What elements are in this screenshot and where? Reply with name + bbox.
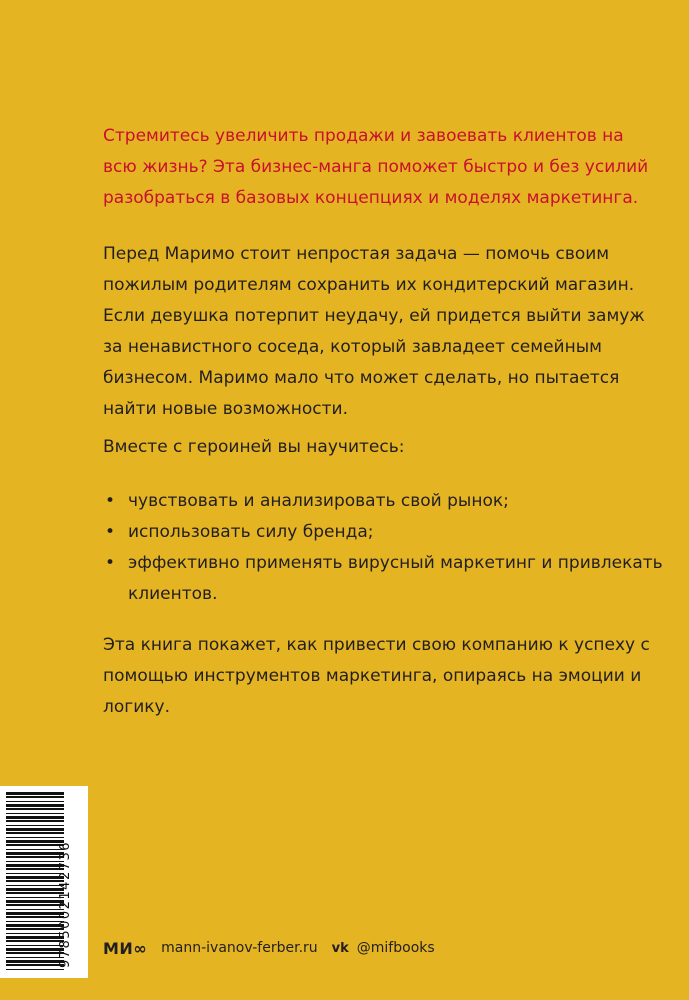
barcode-bar: [6, 792, 64, 795]
social-handle[interactable]: @mifbooks: [356, 940, 435, 956]
barcode-bar: [6, 816, 64, 819]
barcode-bar: [6, 837, 64, 838]
barcode-bar: [6, 804, 64, 807]
barcode-bar: [6, 960, 64, 963]
barcode-bar: [6, 873, 64, 874]
barcode-graphic: [0, 786, 88, 978]
vk-icon[interactable]: vk: [331, 940, 349, 956]
closing-paragraph: Эта книга покажет, как привести свою компанию к успеху с помощью инструментов маркетинга, опираясь на эмоции и логику.: [103, 635, 650, 717]
story-paragraph: Перед Маримо стоит непростая задача — помочь своим пожилым родителям сохранить их кондитерский магазин. Если девушка потерпит неудачу, ей придется выйти замуж за ненавистного соседа, который завладеет семейным бизнесом. Маримо мало что может сделать, но пытается найти новые возможности.: [103, 244, 645, 419]
barcode-bar: [6, 888, 64, 891]
barcode-bar: [6, 885, 64, 886]
barcode-bar: [6, 964, 64, 966]
list-item: • эффективно применять вирусный маркетинг и привлекать клиентов.: [103, 548, 663, 610]
barcode-bar: [6, 912, 64, 915]
barcode-bar: [6, 825, 64, 826]
barcode-bar: [6, 924, 64, 927]
list-item: • использовать силу бренда;: [103, 517, 663, 548]
isbn-barcode: [0, 786, 88, 978]
barcode-bar: [6, 864, 64, 867]
barcode-bar: [6, 796, 64, 798]
barcode-bar: [6, 936, 64, 939]
website-link[interactable]: mann-ivanov-ferber.ru: [161, 940, 318, 956]
barcode-bar: [6, 852, 64, 855]
barcode-bar: [6, 868, 64, 870]
barcode-bar: [6, 940, 64, 942]
barcode-bar: [6, 808, 64, 810]
barcode-bar: [6, 832, 64, 834]
barcode-bar: [6, 928, 64, 930]
barcode-bar: [6, 945, 64, 946]
skills-list: [103, 486, 663, 610]
barcode-bar: [6, 933, 64, 934]
barcode-bar: [6, 892, 64, 894]
list-item: • чувствовать и анализировать свой рынок;: [103, 486, 663, 517]
barcode-bar: [6, 897, 64, 898]
publisher-logo: МИ∞: [103, 938, 148, 958]
barcode-bar: [6, 849, 64, 850]
barcode-bar: [6, 880, 64, 882]
barcode-bar: [6, 916, 64, 918]
barcode-bar: [6, 820, 64, 822]
barcode-bar: [6, 921, 64, 922]
isbn-number: 9785002142736: [58, 840, 73, 968]
barcode-bar: [6, 844, 64, 846]
barcode-bar: [6, 952, 64, 954]
barcode-bar: [6, 909, 64, 910]
barcode-bar: [6, 828, 64, 831]
barcode-bar: [6, 840, 64, 843]
barcode-bar: [6, 948, 64, 951]
intro-paragraph: Стремитесь увеличить продажи и завоевать клиентов на всю жизнь? Эта бизнес-манга поможет быстро и без усилий разобраться в базовых концепциях и моделях маркетинга.: [103, 126, 649, 208]
barcode-bar: [6, 900, 64, 903]
barcode-bar: [6, 876, 64, 879]
barcode-bar: [6, 801, 64, 802]
barcode-bar: [6, 813, 64, 814]
barcode-bar: [6, 861, 64, 862]
barcode-bar: [6, 856, 64, 858]
barcode-bar: [6, 957, 64, 958]
learn-intro: Вместе с героиней вы научитесь:: [103, 437, 405, 457]
barcode-bar: [6, 969, 64, 970]
publisher-footer: [103, 935, 435, 961]
barcode-bar: [6, 904, 64, 906]
